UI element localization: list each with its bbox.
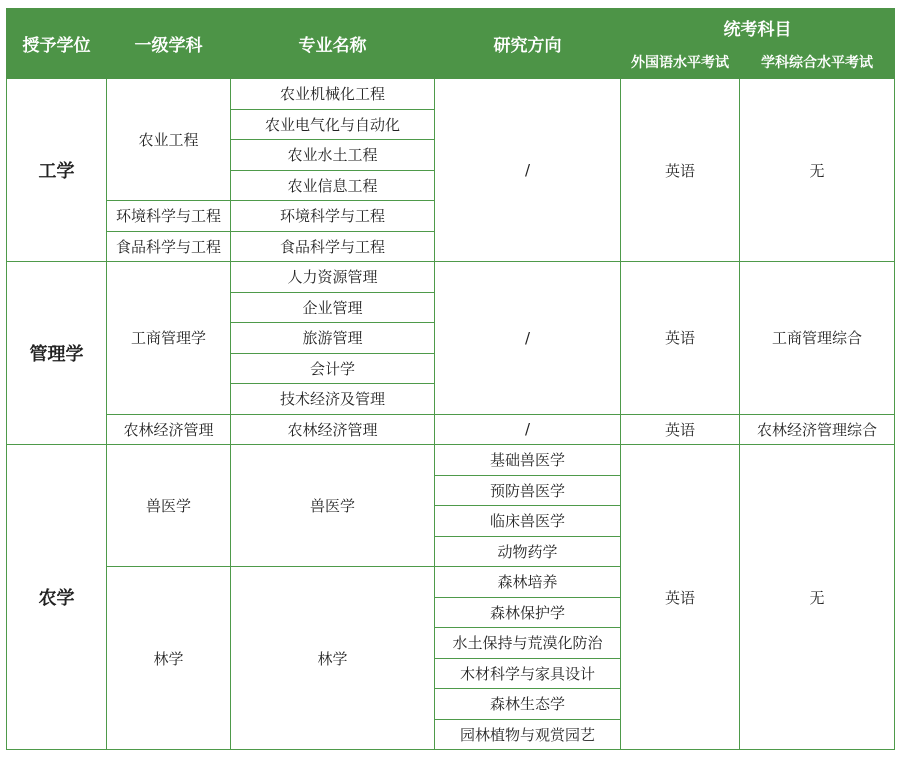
direction-cell: 森林保护学 xyxy=(435,597,621,628)
header-major: 专业名称 xyxy=(231,9,435,79)
header-exam: 统考科目 xyxy=(621,9,895,46)
header-discipline: 一级学科 xyxy=(107,9,231,79)
direction-cell: 临床兽医学 xyxy=(435,506,621,537)
major-forestry: 林学 xyxy=(231,567,435,750)
direction-cell: 森林生态学 xyxy=(435,689,621,720)
discipline-agri-econ: 农林经济管理 xyxy=(107,414,231,445)
major-cell: 农业电气化与自动化 xyxy=(231,109,435,140)
foreign-language-engineering: 英语 xyxy=(621,79,740,262)
discipline-env: 环境科学与工程 xyxy=(107,201,231,232)
major-cell: 农林经济管理 xyxy=(231,414,435,445)
header-degree: 授予学位 xyxy=(7,9,107,79)
major-cell: 农业信息工程 xyxy=(231,170,435,201)
major-cell: 会计学 xyxy=(231,353,435,384)
table-row xyxy=(7,445,895,476)
direction-cell: 预防兽医学 xyxy=(435,475,621,506)
degree-agriculture: 农学 xyxy=(7,445,107,750)
degree-engineering: 工学 xyxy=(7,79,107,262)
table-header xyxy=(7,9,895,79)
direction-engineering: / xyxy=(435,79,621,262)
direction-cell: 动物药学 xyxy=(435,536,621,567)
direction-cell: 木材科学与家具设计 xyxy=(435,658,621,689)
direction-cell: 森林培养 xyxy=(435,567,621,598)
major-cell: 技术经济及管理 xyxy=(231,384,435,415)
table-row xyxy=(7,79,895,110)
discipline-business: 工商管理学 xyxy=(107,262,231,415)
discipline-ag-eng: 农业工程 xyxy=(107,79,231,201)
direction-agri-econ: / xyxy=(435,414,621,445)
major-vet: 兽医学 xyxy=(231,445,435,567)
major-cell: 农业水土工程 xyxy=(231,140,435,171)
discipline-forestry: 林学 xyxy=(107,567,231,750)
direction-cell: 水土保持与荒漠化防治 xyxy=(435,628,621,659)
major-cell: 农业机械化工程 xyxy=(231,79,435,110)
direction-cell: 基础兽医学 xyxy=(435,445,621,476)
discipline-food: 食品科学与工程 xyxy=(107,231,231,262)
degree-management: 管理学 xyxy=(7,262,107,445)
foreign-language-agriculture: 英语 xyxy=(621,445,740,750)
foreign-language-business: 英语 xyxy=(621,262,740,415)
direction-business: / xyxy=(435,262,621,415)
header-foreign-language: 外国语水平考试 xyxy=(621,46,740,79)
subject-test-engineering: 无 xyxy=(740,79,895,262)
header-subject-test: 学科综合水平考试 xyxy=(740,46,895,79)
major-cell: 环境科学与工程 xyxy=(231,201,435,232)
major-cell: 人力资源管理 xyxy=(231,262,435,293)
major-cell: 食品科学与工程 xyxy=(231,231,435,262)
major-cell: 旅游管理 xyxy=(231,323,435,354)
subject-test-business: 工商管理综合 xyxy=(740,262,895,415)
header-direction: 研究方向 xyxy=(435,9,621,79)
table-row xyxy=(7,414,895,445)
major-cell: 企业管理 xyxy=(231,292,435,323)
discipline-vet: 兽医学 xyxy=(107,445,231,567)
direction-cell: 园林植物与观赏园艺 xyxy=(435,719,621,750)
table-row xyxy=(7,262,895,293)
foreign-language-agri-econ: 英语 xyxy=(621,414,740,445)
subject-test-agriculture: 无 xyxy=(740,445,895,750)
subject-test-agri-econ: 农林经济管理综合 xyxy=(740,414,895,445)
exam-subjects-table xyxy=(6,8,895,750)
